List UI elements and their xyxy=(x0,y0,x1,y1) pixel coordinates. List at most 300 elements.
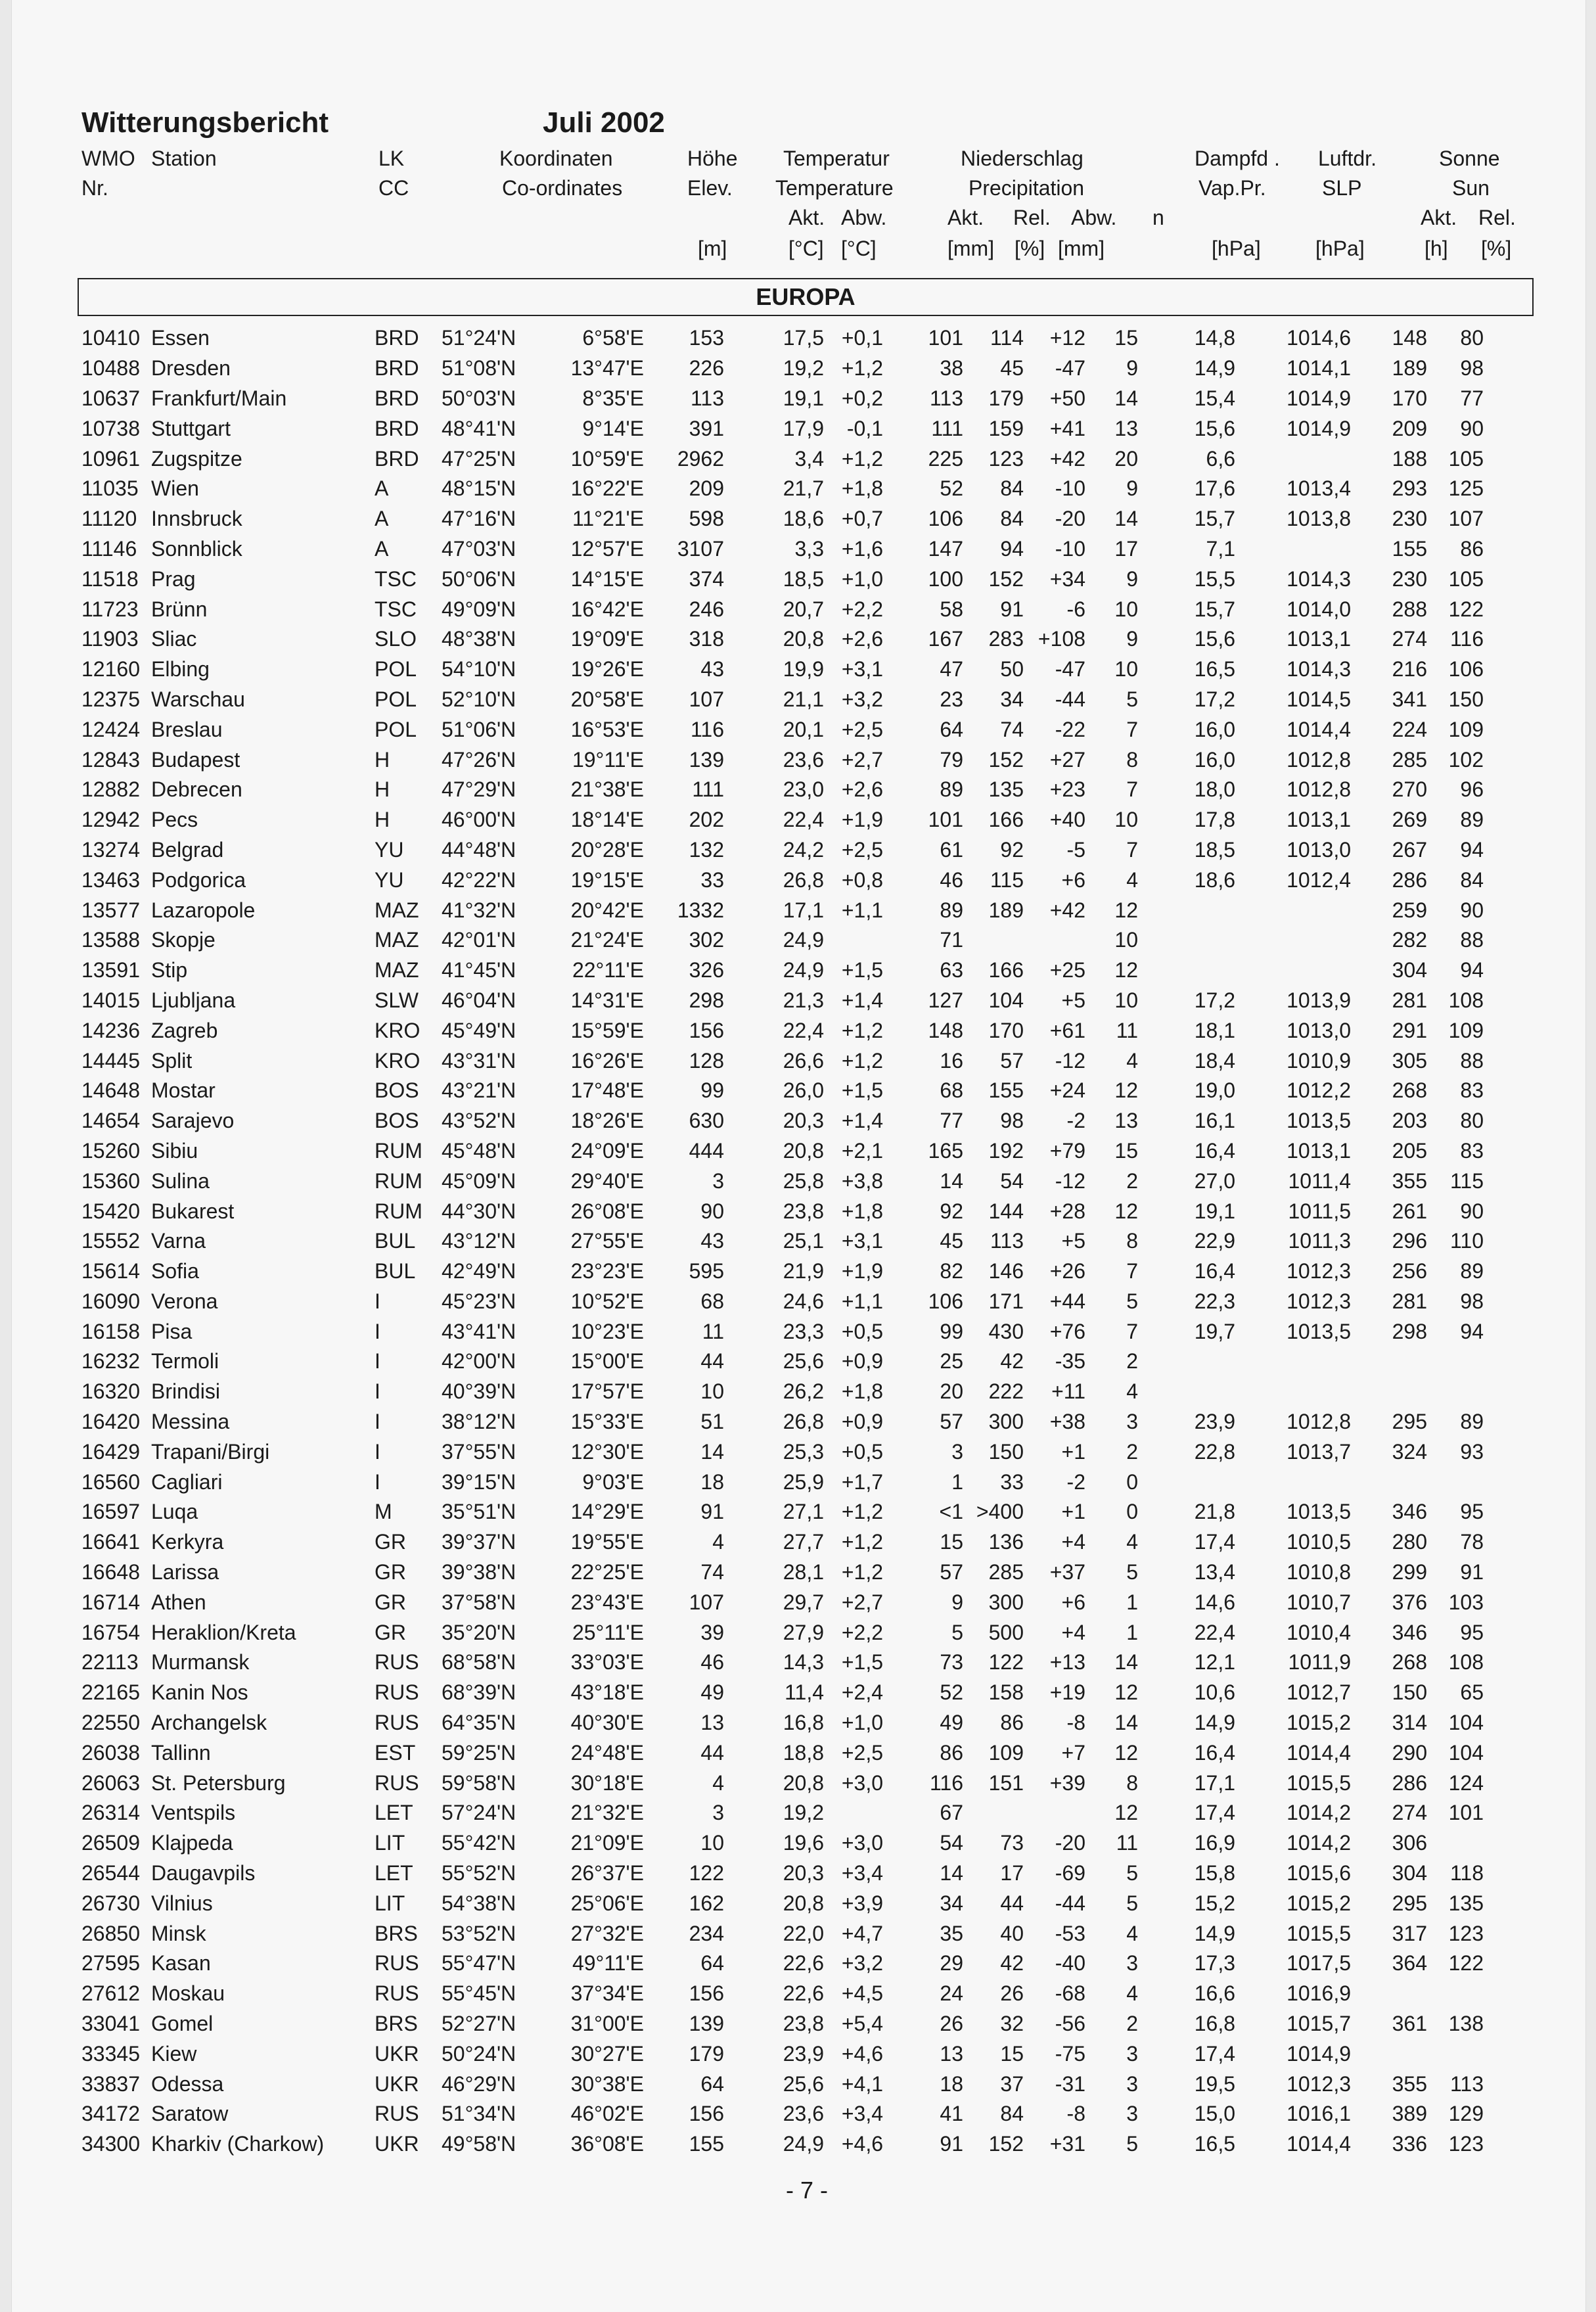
elevation-cell: 179 xyxy=(689,2041,724,2066)
sunshine-relative-cell: 89 xyxy=(1460,1259,1484,1283)
precip-deviation-cell: +42 xyxy=(1049,898,1085,922)
latitude-cell: 42°00'N xyxy=(442,1349,516,1374)
vapour-pressure-cell: 15,5 xyxy=(1194,566,1235,591)
sunshine-relative-cell: 105 xyxy=(1448,446,1484,471)
table-row xyxy=(81,1617,1484,1648)
sunshine-relative-cell: 89 xyxy=(1460,808,1484,832)
vapour-pressure-cell: 23,9 xyxy=(1194,1410,1235,1434)
temp-deviation-cell: +1,1 xyxy=(841,898,883,922)
latitude-cell: 51°24'N xyxy=(442,326,516,350)
country-code-cell: BRS xyxy=(375,2012,418,2036)
temp-actual-cell: 22,6 xyxy=(783,1951,824,1976)
table-row xyxy=(81,1316,1484,1347)
precip-days-cell: 0 xyxy=(1126,1500,1138,1524)
elevation-cell: 132 xyxy=(689,837,724,862)
latitude-cell: 45°09'N xyxy=(442,1168,516,1193)
elevation-cell: 3 xyxy=(712,1801,724,1825)
station-name-cell: Ljubljana xyxy=(151,988,236,1012)
precip-actual-cell: 57 xyxy=(940,1560,963,1584)
precip-actual-cell: 101 xyxy=(928,808,963,832)
country-code-cell: H xyxy=(375,747,390,772)
temp-deviation-cell: +1,0 xyxy=(841,566,883,591)
temp-deviation-cell: +1,2 xyxy=(841,1500,883,1524)
temp-deviation-cell: +2,7 xyxy=(841,747,883,772)
col-wmo-label: WMO xyxy=(81,147,135,170)
sunshine-relative-cell: 124 xyxy=(1448,1770,1484,1795)
table-row xyxy=(81,2099,1484,2129)
country-code-cell: SLO xyxy=(375,627,417,651)
sunshine-hours-cell: 355 xyxy=(1392,1168,1427,1193)
sea-level-pressure-cell: 1013,5 xyxy=(1287,1500,1351,1524)
temp-actual-cell: 19,2 xyxy=(783,356,824,381)
table-row xyxy=(81,925,1484,956)
elevation-cell: 156 xyxy=(689,1018,724,1042)
precip-actual-cell: 38 xyxy=(940,356,963,381)
precip-days-cell: 5 xyxy=(1126,1891,1138,1915)
precip-deviation-cell: +6 xyxy=(1061,867,1085,892)
temp-actual-cell: 20,8 xyxy=(783,1138,824,1163)
latitude-cell: 59°25'N xyxy=(442,1740,516,1765)
elevation-cell: 598 xyxy=(689,507,724,531)
vapour-pressure-cell: 17,6 xyxy=(1194,476,1235,501)
vapour-pressure-cell: 15,7 xyxy=(1194,597,1235,621)
precip-relative-cell: 32 xyxy=(1000,2012,1024,2036)
longitude-cell: 21°38'E xyxy=(570,777,644,802)
precip-deviation-cell: -2 xyxy=(1066,1469,1085,1494)
elevation-cell: 39 xyxy=(700,1620,724,1644)
precip-relative-cell: 166 xyxy=(988,808,1024,832)
precip-actual-cell: 57 xyxy=(940,1410,963,1434)
temp-actual-cell: 17,1 xyxy=(783,898,824,922)
station-name-cell: Sonnblick xyxy=(151,536,242,561)
table-row xyxy=(81,805,1484,835)
sunshine-relative-cell: 135 xyxy=(1448,1891,1484,1915)
wmo-number-cell: 14445 xyxy=(81,1048,140,1073)
station-name-cell: Sarajevo xyxy=(151,1109,235,1133)
sea-level-pressure-cell: 1014,3 xyxy=(1287,566,1351,591)
temp-actual-cell: 18,8 xyxy=(783,1740,824,1765)
precip-relative-cell: 159 xyxy=(988,416,1024,440)
longitude-cell: 15°33'E xyxy=(570,1410,644,1434)
wmo-number-cell: 13588 xyxy=(81,928,140,952)
precip-actual-cell: 111 xyxy=(931,416,963,440)
vapour-pressure-cell: 17,1 xyxy=(1194,1770,1235,1795)
latitude-cell: 47°03'N xyxy=(442,536,516,561)
longitude-cell: 36°08'E xyxy=(570,2132,644,2156)
elevation-cell: 64 xyxy=(700,1951,724,1976)
latitude-cell: 54°38'N xyxy=(442,1891,516,1915)
wmo-number-cell: 12942 xyxy=(81,808,140,832)
station-name-cell: Kerkyra xyxy=(151,1530,224,1554)
wmo-number-cell: 16420 xyxy=(81,1410,140,1434)
temp-actual-cell: 27,1 xyxy=(783,1500,824,1524)
temp-actual-cell: 22,6 xyxy=(783,1981,824,2006)
table-row xyxy=(81,1587,1484,1617)
country-code-cell: BRD xyxy=(375,446,419,471)
col-sun-label-2: Sun xyxy=(1452,176,1490,200)
precip-days-cell: 9 xyxy=(1126,627,1138,651)
country-code-cell: BRD xyxy=(375,356,419,381)
precip-deviation-cell: -2 xyxy=(1066,1109,1085,1133)
latitude-cell: 50°03'N xyxy=(442,386,516,410)
latitude-cell: 47°29'N xyxy=(442,777,516,802)
sunshine-hours-cell: 256 xyxy=(1392,1259,1427,1283)
station-name-cell: Kiew xyxy=(151,2041,197,2066)
precip-days-cell: 17 xyxy=(1114,536,1138,561)
sunshine-relative-cell xyxy=(1427,1347,1484,1377)
section-title: EUROPA xyxy=(756,283,855,310)
temp-deviation-cell: +3,1 xyxy=(841,657,883,682)
sea-level-pressure-cell: 1015,2 xyxy=(1287,1711,1351,1735)
sunshine-hours-cell: 296 xyxy=(1392,1229,1427,1253)
temp-actual-cell: 25,6 xyxy=(783,1349,824,1374)
precip-relative-cell: 222 xyxy=(988,1379,1024,1404)
latitude-cell: 37°58'N xyxy=(442,1590,516,1614)
table-row xyxy=(81,1949,1484,1979)
table-row xyxy=(81,354,1484,384)
temp-actual-cell: 19,6 xyxy=(783,1831,824,1855)
vapour-pressure-cell: 22,3 xyxy=(1194,1289,1235,1313)
temp-actual-cell: 24,9 xyxy=(783,958,824,983)
latitude-cell: 48°38'N xyxy=(442,627,516,651)
precip-days-cell: 10 xyxy=(1114,657,1138,682)
vapour-pressure-cell: 16,4 xyxy=(1194,1259,1235,1283)
vapour-pressure-cell: 17,3 xyxy=(1194,1951,1235,1976)
table-row xyxy=(81,1918,1484,1949)
wmo-number-cell: 16648 xyxy=(81,1560,140,1584)
country-code-cell: RUM xyxy=(375,1199,422,1223)
latitude-cell: 39°37'N xyxy=(442,1530,516,1554)
table-row xyxy=(81,1226,1484,1257)
sea-level-pressure-cell: 1013,5 xyxy=(1287,1109,1351,1133)
sunshine-hours-cell: 288 xyxy=(1392,597,1427,621)
vapour-pressure-cell: 22,8 xyxy=(1194,1439,1235,1464)
sunshine-relative-cell xyxy=(1427,1467,1484,1497)
station-name-cell: Sofia xyxy=(151,1259,199,1283)
sunshine-relative-cell: 138 xyxy=(1448,2012,1484,2036)
precip-relative-cell: 166 xyxy=(988,958,1024,983)
sunshine-hours-cell: 298 xyxy=(1392,1319,1427,1343)
table-body xyxy=(81,323,1484,2160)
station-name-cell: Debrecen xyxy=(151,777,242,802)
precip-deviation-cell: -12 xyxy=(1055,1168,1085,1193)
precip-relative-cell: 92 xyxy=(1000,837,1024,862)
sunshine-relative-cell: 95 xyxy=(1460,1620,1484,1644)
sunshine-relative-cell: 90 xyxy=(1460,898,1484,922)
vapour-pressure-cell: 15,4 xyxy=(1194,386,1235,410)
elevation-cell: 49 xyxy=(700,1680,724,1705)
wmo-number-cell: 10738 xyxy=(81,416,140,440)
sea-level-pressure-cell: 1011,4 xyxy=(1288,1168,1351,1193)
temp-deviation-cell: +1,7 xyxy=(841,1469,883,1494)
longitude-cell: 20°42'E xyxy=(570,898,644,922)
sea-level-pressure-cell: 1014,3 xyxy=(1287,657,1351,682)
latitude-cell: 43°52'N xyxy=(442,1109,516,1133)
wmo-number-cell: 34172 xyxy=(81,2102,140,2126)
wmo-number-cell: 33345 xyxy=(81,2041,140,2066)
col-prec-n: n xyxy=(1152,206,1164,229)
vapour-pressure-cell: 16,5 xyxy=(1194,2132,1235,2156)
elevation-cell: 14 xyxy=(700,1439,724,1464)
wmo-number-cell: 27595 xyxy=(81,1951,140,1976)
station-name-cell: Sliac xyxy=(151,627,197,651)
temp-deviation-cell: +1,8 xyxy=(841,1199,883,1223)
precip-deviation-cell: -75 xyxy=(1055,2041,1085,2066)
station-name-cell: Saratow xyxy=(151,2102,229,2126)
country-code-cell: POL xyxy=(375,657,417,682)
elevation-cell: 44 xyxy=(700,1740,724,1765)
precip-deviation-cell: -12 xyxy=(1055,1048,1085,1073)
col-lk-label: LK xyxy=(378,147,405,170)
temp-deviation-cell: +3,8 xyxy=(841,1168,883,1193)
elevation-cell: 33 xyxy=(700,867,724,892)
latitude-cell: 42°22'N xyxy=(442,867,516,892)
longitude-cell: 14°15'E xyxy=(570,566,644,591)
vapour-pressure-cell: 13,4 xyxy=(1194,1560,1235,1584)
table-row xyxy=(81,413,1484,444)
col-prec-rel: Rel. xyxy=(1013,206,1051,229)
temp-actual-cell: 27,7 xyxy=(783,1530,824,1554)
country-code-cell: A xyxy=(375,536,389,561)
wmo-number-cell: 14236 xyxy=(81,1018,140,1042)
latitude-cell: 43°21'N xyxy=(442,1078,516,1103)
precip-days-cell: 8 xyxy=(1126,747,1138,772)
country-code-cell: RUM xyxy=(375,1168,422,1193)
elevation-cell: 162 xyxy=(689,1891,724,1915)
col-prec-unit-rel: [%] xyxy=(1015,237,1045,260)
country-code-cell: BUL xyxy=(375,1259,416,1283)
precip-actual-cell: 71 xyxy=(940,928,963,952)
vapour-pressure-cell: 17,8 xyxy=(1194,808,1235,832)
sunshine-hours-cell: 270 xyxy=(1392,777,1427,802)
station-name-cell: Frankfurt/Main xyxy=(151,386,287,410)
precip-actual-cell: 73 xyxy=(940,1650,963,1675)
elevation-cell: 3107 xyxy=(677,536,724,561)
country-code-cell: BRD xyxy=(375,326,419,350)
longitude-cell: 9°14'E xyxy=(582,416,644,440)
temp-actual-cell: 19,2 xyxy=(783,1801,824,1825)
elevation-cell: 107 xyxy=(689,687,724,711)
elevation-cell: 226 xyxy=(689,356,724,381)
temp-deviation-cell: +3,4 xyxy=(841,2102,883,2126)
sunshine-hours-cell: 259 xyxy=(1392,898,1427,922)
station-name-cell: Kasan xyxy=(151,1951,211,1976)
table-row xyxy=(81,2039,1484,2069)
sunshine-relative-cell: 90 xyxy=(1460,1199,1484,1223)
sea-level-pressure-cell xyxy=(1235,956,1351,986)
precip-actual-cell: 54 xyxy=(940,1831,963,1855)
temp-actual-cell: 25,8 xyxy=(783,1168,824,1193)
longitude-cell: 27°32'E xyxy=(570,1921,644,1945)
sunshine-hours-cell: 268 xyxy=(1392,1078,1427,1103)
table-row xyxy=(81,714,1484,745)
precip-days-cell: 8 xyxy=(1126,1229,1138,1253)
precip-relative-cell: 98 xyxy=(1000,1109,1024,1133)
sunshine-hours-cell: 304 xyxy=(1392,1861,1427,1885)
precip-relative-cell: 171 xyxy=(988,1289,1024,1313)
precip-deviation-cell: +7 xyxy=(1061,1740,1085,1765)
vapour-pressure-cell: 10,6 xyxy=(1194,1680,1235,1705)
precip-days-cell: 2 xyxy=(1126,1439,1138,1464)
country-code-cell: H xyxy=(375,777,390,802)
precip-actual-cell: 18 xyxy=(940,2071,963,2096)
sunshine-hours-cell: 155 xyxy=(1392,536,1427,561)
precip-deviation-cell: +23 xyxy=(1049,777,1085,802)
sea-level-pressure-cell: 1013,5 xyxy=(1287,1319,1351,1343)
sea-level-pressure-cell: 1015,5 xyxy=(1287,1770,1351,1795)
wmo-number-cell: 26730 xyxy=(81,1891,140,1915)
col-sun-rel: Rel. xyxy=(1478,206,1516,229)
precip-actual-cell: 13 xyxy=(940,2041,963,2066)
col-temp-unit-akt: [°C] xyxy=(788,237,824,260)
precip-deviation-cell: -35 xyxy=(1055,1349,1085,1374)
precip-deviation-cell: +39 xyxy=(1049,1770,1085,1795)
sunshine-hours-cell: 268 xyxy=(1392,1650,1427,1675)
precip-relative-cell: 34 xyxy=(1000,687,1024,711)
temp-deviation-cell: +3,1 xyxy=(841,1229,883,1253)
sunshine-hours-cell: 285 xyxy=(1392,747,1427,772)
precip-actual-cell: 34 xyxy=(940,1891,963,1915)
station-name-cell: Pisa xyxy=(151,1319,193,1343)
station-name-cell: Prag xyxy=(151,566,196,591)
precip-deviation-cell: -53 xyxy=(1055,1921,1085,1945)
sunshine-hours-cell: 170 xyxy=(1392,386,1427,410)
precip-deviation-cell: +42 xyxy=(1049,446,1085,471)
longitude-cell: 30°38'E xyxy=(570,2071,644,2096)
page-number: - 7 - xyxy=(785,2177,828,2204)
vapour-pressure-cell: 14,6 xyxy=(1194,1590,1235,1614)
table-row xyxy=(81,895,1484,925)
sea-level-pressure-cell: 1012,8 xyxy=(1287,1410,1351,1434)
sea-level-pressure-cell xyxy=(1235,1377,1351,1407)
wmo-number-cell: 14015 xyxy=(81,988,140,1012)
longitude-cell: 19°15'E xyxy=(570,867,644,892)
temp-actual-cell: 16,8 xyxy=(783,1711,824,1735)
precip-relative-cell: 155 xyxy=(988,1078,1024,1103)
country-code-cell: RUS xyxy=(375,1981,419,2006)
precip-actual-cell: 47 xyxy=(940,657,963,682)
precip-deviation-cell: -47 xyxy=(1055,657,1085,682)
sea-level-pressure-cell xyxy=(1235,444,1351,474)
sunshine-relative-cell: 123 xyxy=(1448,1921,1484,1945)
longitude-cell: 21°24'E xyxy=(570,928,644,952)
table-row xyxy=(81,1678,1484,1708)
sunshine-relative-cell: 83 xyxy=(1460,1138,1484,1163)
precip-deviation-cell: +79 xyxy=(1049,1138,1085,1163)
longitude-cell: 24°09'E xyxy=(570,1138,644,1163)
sunshine-relative-cell: 105 xyxy=(1448,566,1484,591)
wmo-number-cell: 11903 xyxy=(81,627,139,651)
temp-deviation-cell: +2,6 xyxy=(841,627,883,651)
sea-level-pressure-cell: 1014,9 xyxy=(1287,416,1351,440)
precip-deviation-cell: -68 xyxy=(1055,1981,1085,2006)
sunshine-relative-cell: 80 xyxy=(1460,326,1484,350)
precip-actual-cell: 64 xyxy=(940,717,963,741)
longitude-cell: 23°43'E xyxy=(570,1590,644,1614)
precip-actual-cell: 89 xyxy=(940,898,963,922)
vapour-pressure-cell: 18,5 xyxy=(1194,837,1235,862)
vapour-pressure-cell: 7,1 xyxy=(1206,536,1235,561)
country-code-cell: GR xyxy=(375,1620,406,1644)
elevation-cell: 444 xyxy=(689,1138,724,1163)
temp-actual-cell: 19,9 xyxy=(783,657,824,682)
sea-level-pressure-cell: 1013,0 xyxy=(1287,837,1351,862)
col-cc-label: CC xyxy=(378,176,409,200)
table-row xyxy=(81,474,1484,504)
longitude-cell: 25°06'E xyxy=(570,1891,644,1915)
precip-actual-cell: 127 xyxy=(928,988,963,1012)
longitude-cell: 20°58'E xyxy=(570,687,644,711)
precip-actual-cell: 225 xyxy=(928,446,963,471)
precip-days-cell: 12 xyxy=(1114,1680,1138,1705)
longitude-cell: 18°26'E xyxy=(570,1109,644,1133)
temp-actual-cell: 26,6 xyxy=(783,1048,824,1073)
precip-deviation-cell: +12 xyxy=(1049,326,1085,350)
elevation-cell: 153 xyxy=(689,326,724,350)
longitude-cell: 17°57'E xyxy=(570,1379,644,1404)
station-name-cell: Elbing xyxy=(151,657,210,682)
latitude-cell: 44°48'N xyxy=(442,837,516,862)
precip-relative-cell: 109 xyxy=(988,1740,1024,1765)
temp-actual-cell: 3,3 xyxy=(794,536,824,561)
precip-days-cell: 2 xyxy=(1126,1168,1138,1193)
precip-relative-cell: 283 xyxy=(988,627,1024,651)
table-row xyxy=(81,1015,1484,1046)
country-code-cell: BOS xyxy=(375,1078,419,1103)
table-row xyxy=(81,1798,1484,1828)
sea-level-pressure-cell: 1012,8 xyxy=(1287,747,1351,772)
precip-actual-cell: 79 xyxy=(940,747,963,772)
precip-relative-cell: 113 xyxy=(990,1229,1024,1253)
precip-actual-cell: 86 xyxy=(940,1740,963,1765)
precip-days-cell: 11 xyxy=(1116,1018,1138,1042)
station-name-cell: Zugspitze xyxy=(151,446,242,471)
latitude-cell: 48°15'N xyxy=(442,476,516,501)
vapour-pressure-cell xyxy=(1138,956,1235,986)
station-name-cell: Skopje xyxy=(151,928,216,952)
col-vap-label-2: Vap.Pr. xyxy=(1198,176,1266,200)
precip-days-cell: 12 xyxy=(1114,898,1138,922)
wmo-number-cell: 12375 xyxy=(81,687,140,711)
precip-deviation-cell: +25 xyxy=(1049,958,1085,983)
temp-actual-cell: 22,0 xyxy=(783,1921,824,1945)
precip-relative-cell: 73 xyxy=(1000,1831,1024,1855)
sea-level-pressure-cell: 1012,4 xyxy=(1287,867,1351,892)
sunshine-hours-cell: 267 xyxy=(1392,837,1427,862)
longitude-cell: 16°26'E xyxy=(570,1048,644,1073)
sunshine-hours-cell: 293 xyxy=(1392,476,1427,501)
country-code-cell: M xyxy=(375,1500,392,1524)
temp-deviation-cell: +2,6 xyxy=(841,777,883,802)
precip-deviation-cell: -69 xyxy=(1055,1861,1085,1885)
precip-days-cell: 10 xyxy=(1114,597,1138,621)
sunshine-relative-cell: 109 xyxy=(1448,717,1484,741)
temp-deviation-cell: +3,0 xyxy=(841,1770,883,1795)
precip-actual-cell: 101 xyxy=(928,326,963,350)
wmo-number-cell: 16641 xyxy=(81,1530,140,1554)
station-name-cell: Luqa xyxy=(151,1500,198,1524)
temp-deviation-cell: +0,9 xyxy=(841,1410,883,1434)
latitude-cell: 43°12'N xyxy=(442,1229,516,1253)
vapour-pressure-cell: 19,1 xyxy=(1194,1199,1235,1223)
table-row xyxy=(81,624,1484,655)
precip-deviation-cell: -56 xyxy=(1055,2012,1085,2036)
longitude-cell: 14°31'E xyxy=(570,988,644,1012)
table-row xyxy=(81,1558,1484,1588)
longitude-cell: 8°35'E xyxy=(582,386,644,410)
vapour-pressure-cell: 16,0 xyxy=(1194,747,1235,772)
precip-relative-cell: 150 xyxy=(988,1439,1024,1464)
